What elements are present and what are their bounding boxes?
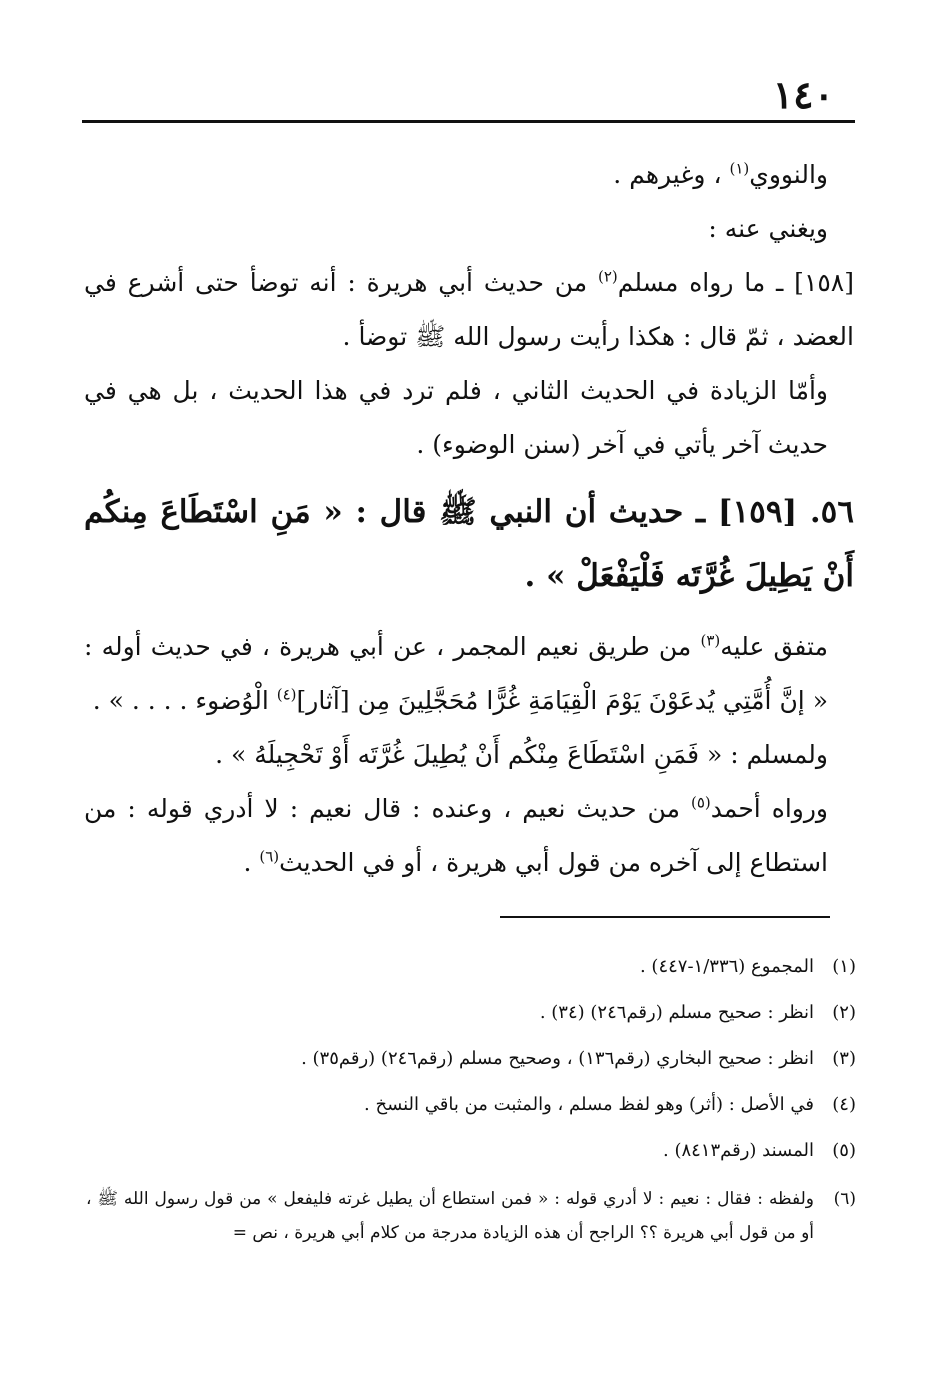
footnotes: [86, 944, 856, 1250]
footnote-3: [86, 1036, 856, 1082]
footnote-5: [86, 1128, 856, 1174]
footnote-number: (٢): [832, 1002, 856, 1023]
footnote-ref-3: (٣): [700, 631, 721, 650]
footnote-6: [86, 1182, 856, 1250]
p5-c: الْوُضوء . . . . » .: [92, 686, 277, 715]
paragraph-1: [84, 148, 854, 202]
footnote-rule: [500, 916, 830, 918]
p3-a: [١٥٨] ـ ما رواه مسلم: [617, 268, 855, 297]
footnote-number: (٣): [832, 1048, 856, 1069]
footnote-number: (٤): [832, 1094, 856, 1115]
paragraph-6: ولمسلم : « فَمَنِ اسْتَطَاعَ مِنْكُم أَنْ يُطِيلَ غُرَّتَه أَوْ تَحْجِيلَهُ » .: [215, 740, 828, 769]
p5-b: من طريق نعيم المجمر ، عن أبي هريرة ، في حديث أوله : « إنَّ أُمَّتِي يُدعَوْنَ يَوْمَ الْقِيَامَةِ غُرًّا مُحَجَّلِينَ مِن [آثار]: [84, 632, 828, 715]
footnote-number: (٦): [833, 1189, 856, 1209]
footnote-ref-5: (٥): [690, 793, 711, 812]
page-number: ١٤٠: [772, 72, 834, 117]
footnote-text: انظر : صحيح مسلم (رقم٢٤٦) (٣٤) .: [539, 1002, 814, 1023]
paragraph-4: وأمّا الزيادة في الحديث الثاني ، فلم ترد في هذا الحديث ، بل هي في حديث آخر يأتي في آخر (سنن الوضوء) .: [84, 376, 828, 459]
footnote-text: انظر : صحيح البخاري (رقم١٣٦) ، وصحيح مسلم (رقم٢٤٦) (رقم٣٥) .: [301, 1048, 814, 1069]
paragraph-7: [84, 782, 854, 890]
footnote-number: (١): [832, 956, 856, 977]
paragraph-5: [84, 620, 854, 728]
footnote-ref-2: (٢): [597, 267, 618, 286]
footnote-ref-6: (٦): [259, 847, 280, 866]
footnote-ref-1: (١): [729, 159, 750, 178]
p3-b: من حديث أبي هريرة : أنه توضأ حتى أشرع في العضد ، ثمّ قال : هكذا رأيت رسول الله ﷺ توضأ .: [84, 268, 854, 351]
main-text: [84, 148, 854, 890]
footnote-ref-4: (٤): [276, 685, 297, 704]
p5-a: متفق عليه: [720, 632, 828, 661]
footnote-text: في الأصل : (أثر) وهو لفظ مسلم ، والمثبت من باقي النسخ .: [364, 1094, 814, 1115]
p7-a: ورواه أحمد: [710, 794, 829, 823]
footnote-1: [86, 944, 856, 990]
footnote-4: [86, 1082, 856, 1128]
p7-b: من حديث نعيم ، وعنده : قال نعيم : لا أدري قوله : من استطاع إلى آخره من قول أبي هريرة ، أو في الحديث: [84, 794, 828, 877]
footnote-text: ولفظه : فقال : نعيم : لا أدري قوله : « فمن استطاع أن يطيل غرته فليفعل » من قول رسول الله ﷺ ، أو من قول أبي هريرة ؟؟ الراجح أن هذه الزيادة مدرجة من كلام أبي هريرة ، نص =: [86, 1189, 814, 1243]
p1-rest: ، وغيرهم .: [613, 160, 730, 189]
header-rule: [82, 120, 855, 123]
p7-c: .: [243, 848, 260, 877]
p1-text: والنووي: [749, 160, 828, 189]
footnote-text: المسند (رقم٨٤١٣) .: [663, 1140, 814, 1161]
paragraph-2: ويغني عنه :: [708, 214, 828, 243]
hadith-heading: ٥٦. [١٥٩] ـ حديث أن النبي ﷺ قال : « مَنِ اسْتَطَاعَ مِنكُم أَنْ يَطِيلَ غُرَّتَه فَلْيَفْعَلْ » .: [84, 494, 854, 594]
footnote-number: (٥): [832, 1140, 856, 1161]
paragraph-3: [84, 256, 854, 364]
footnote-2: [86, 990, 856, 1036]
footnote-text: المجموع (١/٣٣٦-٤٤٧) .: [639, 956, 814, 977]
